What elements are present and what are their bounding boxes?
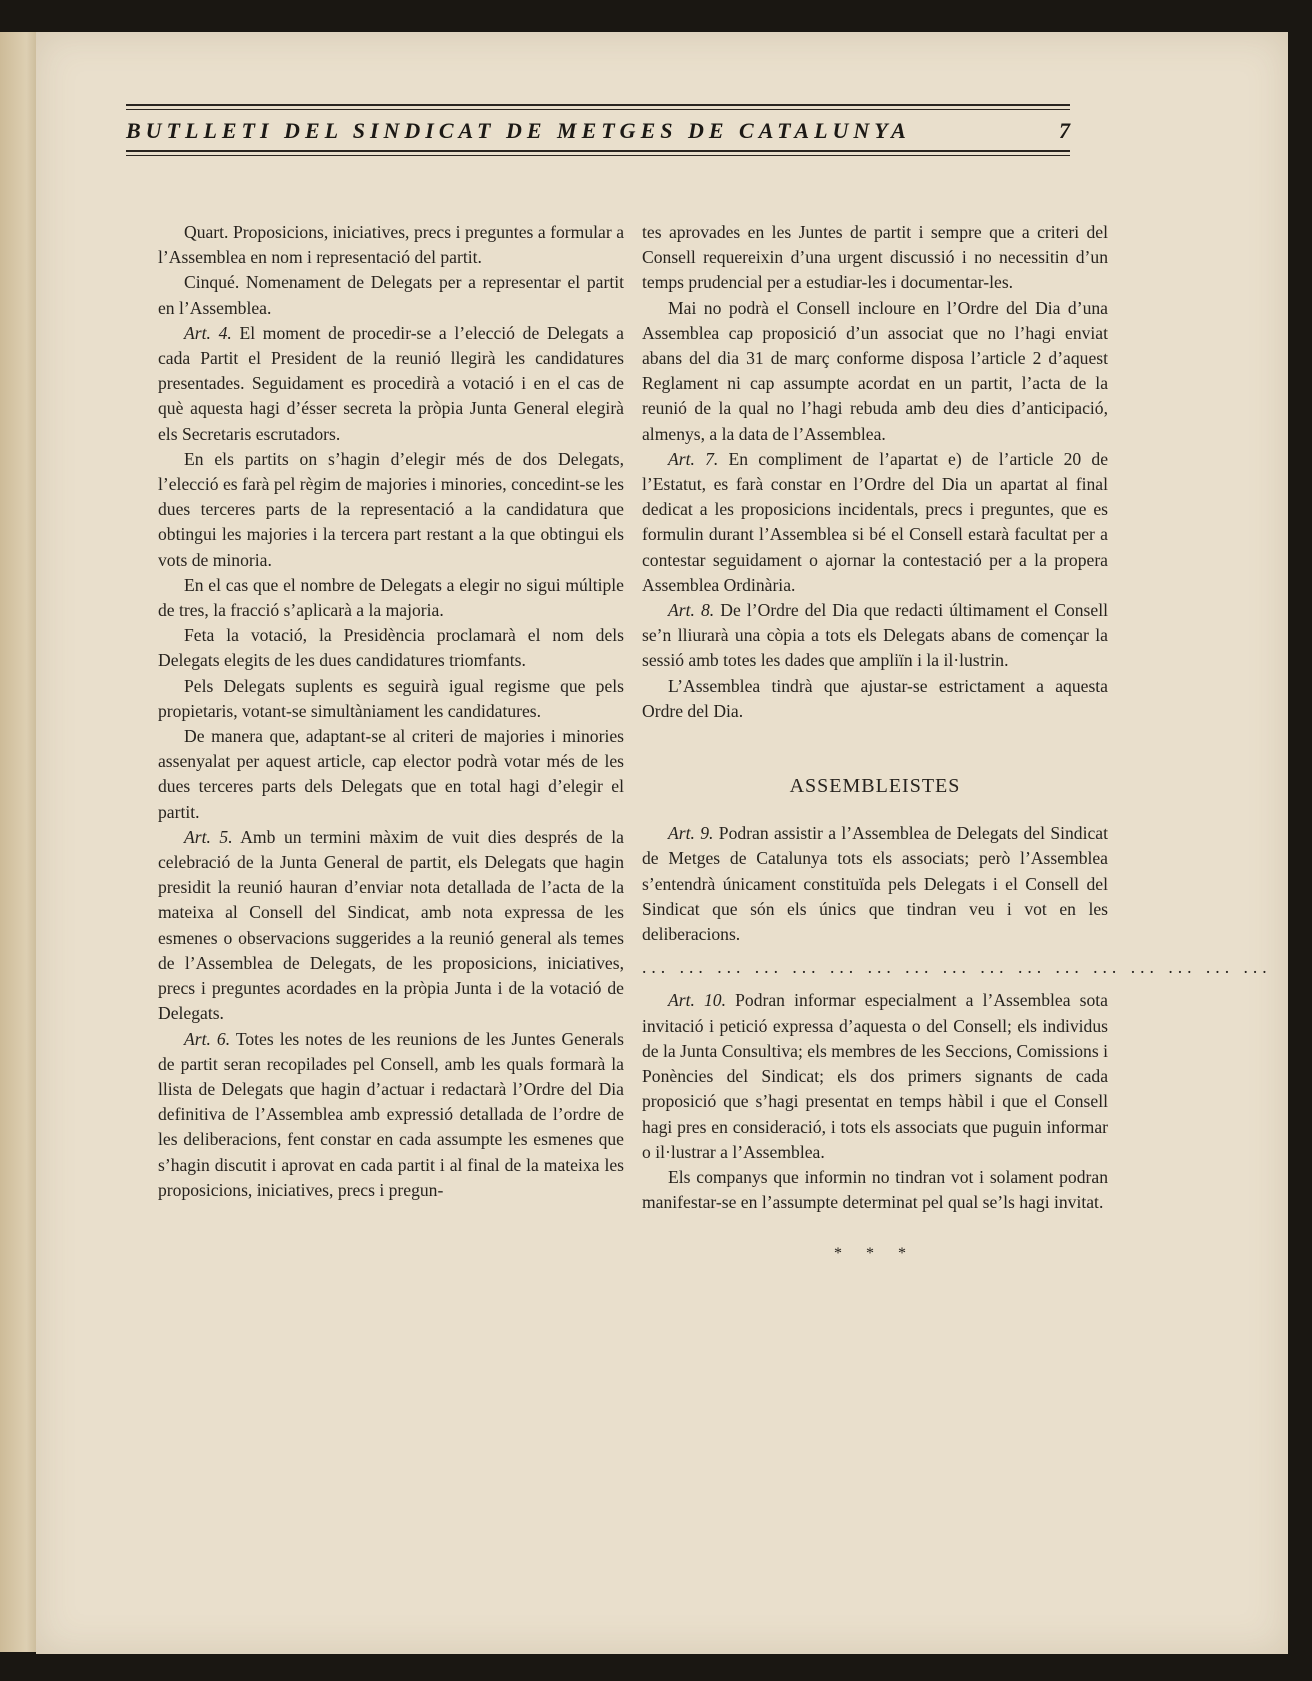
article-number: Art. 4. xyxy=(184,322,232,343)
paragraph-text: Amb un termini màxim de vuit dies després de la celebració de la Junta General de partit, els Delegats que hagin presidit la reunió hauran d’enviar nota detallada de l’acta de la mateixa al Consell del Sindicat, amb nota expressa de les esmenes o observacions suggerides a la reunió general als temes de l’Assemblea de Delegats, de les proposicions, iniciatives, precs i preguntes acordades en la pròpia Junta i de la votació de Delegats. xyxy=(158,826,624,1024)
paragraph xyxy=(158,270,624,320)
paragraph-text: El moment de procedir-se a l’elecció de Delegats a cada Partit el President de la reunió llegirà les candidatures presentades. Seguidament es procedirà a votació i en el cas de què aquesta hagi d’ésser secreta la pròpia Junta General elegirà els Secretaris escrutadors. xyxy=(158,322,624,444)
paragraph xyxy=(158,220,624,270)
article-number: Art. 8. xyxy=(668,600,715,621)
right-column-top xyxy=(642,220,1108,724)
paragraph xyxy=(158,623,624,673)
paragraph xyxy=(158,674,624,724)
paragraph-text: De manera que, adaptant-se al criteri de majories i minories assenyalat per aquest article, cap elector podrà votar més de les dues terceres parts dels Delegats que en total hagi d’elegir el partit. xyxy=(158,726,624,822)
header-rule-bottom-thin xyxy=(126,155,1070,156)
paragraph-text: Pels Delegats suplents es seguirà igual regisme que pels propietaris, votant-se simultàniament les candidatures. xyxy=(158,675,624,721)
paragraph-text: En els partits on s’hagin d’elegir més de dos Delegats, l’elecció es farà pel règim de majories i minories, concedint-se les dues terceres parts de la representació a la candidatura que obtingui les majories i la tercera part restant a la que obtingui els vots de minoria. xyxy=(158,448,624,570)
paragraph xyxy=(642,674,1108,724)
paragraph xyxy=(158,447,624,573)
header-rule-top xyxy=(126,104,1070,106)
paragraph-text: Els companys que informin no tindran vot i solament podran manifestar-se en l’assumpte determinat pel qual se’ls hagi invitat. xyxy=(642,1166,1108,1213)
paragraph-text: Feta la votació, la Presidència proclamarà el nom dels Delegats elegits de les dues candidatures triomfants. xyxy=(158,625,624,671)
header-line xyxy=(126,110,1070,150)
right-column-bottom xyxy=(642,988,1108,1215)
journal-title: BUTLLETI DEL SINDICAT DE METGES DE CATALUNYA xyxy=(126,118,911,143)
paragraph-text: Podran informar especialment a l’Assemblea sota invitació i petició expressa d’aquesta o del Consell; els individus de la Junta Consultiva; els membres de les Seccions, Comissions i Ponències del Sindicat; els dos primers signants de cada proposició que s’hagi presentat en temps hàbil i que el Consell hagi pres en consideració, i tots els associats que puguin informar o il·lustrar a l’Assemblea. xyxy=(642,990,1108,1162)
paragraph-text: Quart. Proposicions, iniciatives, precs i preguntes a formular a l’Assemblea en nom i representació del partit. xyxy=(158,222,624,268)
paragraph-text: Mai no podrà el Consell incloure en l’Ordre del Dia d’una Assemblea cap proposició d’un associat que no l’hagi enviat abans del dia 31 de març conforme disposa l’article 2 d’aquest Reglament ni cap assumpte acordat en un partit, l’acta de la reunió de la qual no l’hagi rebuda amb deu dies d’anticipació, almenys, a la data de l’Assemblea. xyxy=(642,297,1108,444)
header-rule-bottom xyxy=(126,150,1070,152)
ellipsis-separator: ... ... ... ... ... ... ... ... ... ... ... ... ... ... ... ... ... xyxy=(642,957,1272,978)
paragraph-text: Cinqué. Nomenament de Delegats per a representar el partit en l’Assemblea. xyxy=(158,272,624,318)
paragraph xyxy=(158,321,624,447)
paragraph-text: Podran assistir a l’Assemblea de Delegats del Sindicat de Metges de Catalunya tots els associats; però l’Assemblea s’entendrà únicament constituïda pels Delegats i el Consell del Sindicat que són els únics que tindran veu i vot en les deliberacions. xyxy=(642,823,1109,945)
running-header xyxy=(126,104,1070,156)
paragraph xyxy=(642,598,1108,674)
paragraph-text: En el cas que el nombre de Delegats a elegir no sigui múltiple de tres, la fracció s’aplicarà a la majoria. xyxy=(158,574,624,621)
section-end-stars: * * * xyxy=(834,1245,916,1263)
paragraph xyxy=(642,220,1108,296)
paragraph-text: De l’Ordre del Dia que redacti últimament el Consell se’n lliurarà una còpia a tots els Delegats abans de començar la sessió amb totes les dades que ampliïn i la il·lustrin. xyxy=(642,600,1108,671)
right-column-art9 xyxy=(642,821,1108,947)
paragraph xyxy=(642,296,1108,447)
paragraph-text: L’Assemblea tindrà que ajustar-se estrictament a aquesta Ordre del Dia. xyxy=(642,675,1108,721)
paragraph-text: En compliment de l’apartat e) de l’article 20 de l’Estatut, es farà constar en l’Ordre del Dia un apartat al final dedicat a les proposicions incidentals, precs i preguntes, que es formulin durant l’Assemblea si bé el Consell estarà facultat per a contestar seguidament o ajornar la contestació per a la propera Assemblea Ordinària. xyxy=(642,448,1109,595)
page-number: 7 xyxy=(1059,118,1070,143)
article-number: Art. 9. xyxy=(668,823,714,844)
left-column xyxy=(158,220,624,1203)
paragraph xyxy=(642,988,1108,1164)
paragraph-text: tes aprovades en les Juntes de partit i sempre que a criteri del Consell requereixin d’una urgent discussió i no necessitin d’un temps prudencial per a estudiar-les i documentar-les. xyxy=(642,222,1108,293)
paragraph xyxy=(642,1165,1108,1215)
paragraph xyxy=(158,1027,624,1203)
paragraph-text: Totes les notes de les reunions de les Juntes Generals de partit seran recopilades pel Consell, amb les quals formarà la llista de Delegats que hagin d’actuar i redactarà l’Ordre del Dia definitiva de l’Assemblea amb expressió detallada de l’ordre de les deliberacions, fent constar en cada assumpte les esmenes que s’hagin discutit i aprovat en cada partit i al final de la mateixa les proposicions, iniciatives, precs i pregun- xyxy=(158,1028,624,1200)
article-number: Art. 10. xyxy=(668,990,726,1011)
paragraph xyxy=(642,821,1108,947)
article-number: Art. 7. xyxy=(668,448,719,469)
article-number: Art. 5. xyxy=(184,826,233,847)
paragraph xyxy=(158,825,624,1027)
paragraph xyxy=(642,447,1108,598)
paragraph xyxy=(158,724,624,825)
right-column xyxy=(642,220,1272,1267)
article-number: Art. 6. xyxy=(184,1028,231,1049)
paragraph xyxy=(158,573,624,623)
section-title: ASSEMBLEISTES xyxy=(789,775,961,798)
